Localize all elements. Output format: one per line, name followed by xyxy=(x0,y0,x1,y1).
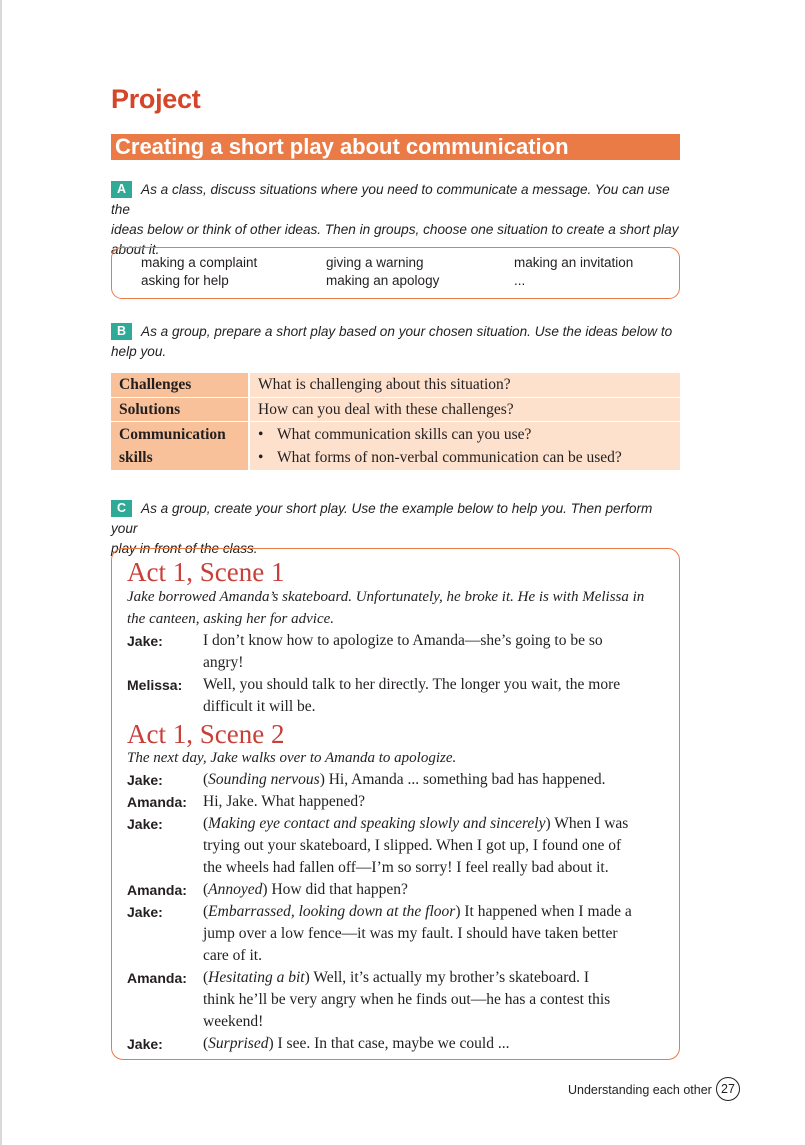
task-c-badge: C xyxy=(111,500,132,517)
page-edge xyxy=(0,0,2,1145)
stage-direction: the canteen, asking her for advice. xyxy=(127,611,335,627)
speaker-name: Melissa: xyxy=(127,677,183,693)
speaker-name: Jake: xyxy=(127,816,163,832)
table-row xyxy=(111,398,680,421)
dialogue-line: (Sounding nervous) Hi, Amanda ... something bad has happened. xyxy=(203,771,606,788)
task-b-badge: B xyxy=(111,323,132,340)
dialogue-line: care of it. xyxy=(203,947,262,964)
dialogue-line: weekend! xyxy=(203,1013,264,1030)
dialogue-line: Hi, Jake. What happened? xyxy=(203,793,365,810)
dialogue-line: (Embarrassed, looking down at the floor) It happened when I made a xyxy=(203,903,632,920)
task-c-line-2: play in front of the class. xyxy=(111,541,258,556)
banner-title: Creating a short play about communication xyxy=(115,134,569,159)
task-a-badge: A xyxy=(111,181,132,198)
dialogue-line: (Annoyed) How did that happen? xyxy=(203,881,408,898)
task-b xyxy=(111,322,681,362)
task-b-line-1: B As a group, prepare a short play based on your chosen situation. Use the ideas below to xyxy=(111,322,681,342)
row-heading: Challenges xyxy=(119,376,192,393)
row-heading: Solutions xyxy=(119,401,181,418)
idea-item: ... xyxy=(514,273,526,288)
page-number: 27 xyxy=(716,1077,740,1101)
task-c-line-1: C As a group, create your short play. Use the example below to help you. Then perform your xyxy=(111,501,653,536)
task-a-line-3: about it. xyxy=(111,242,160,257)
section-banner xyxy=(111,134,680,160)
dialogue-line: (Surprised) I see. In that case, maybe we could ... xyxy=(203,1035,510,1052)
idea-item: asking for help xyxy=(141,273,229,288)
idea-item: giving a warning xyxy=(326,255,424,270)
dialogue-line: Well, you should talk to her directly. The longer you wait, the more xyxy=(203,676,621,693)
play-script-box xyxy=(111,548,680,1060)
task-a-line-1: A As a class, discuss situations where you need to communicate a message. You can use the xyxy=(111,182,670,217)
idea-item: making a complaint xyxy=(141,255,258,270)
row-text: What is challenging about this situation? xyxy=(258,376,511,393)
dialogue-line: I don’t know how to apologize to Amanda—she’s going to be so xyxy=(203,632,603,649)
speaker-name: Jake: xyxy=(127,1036,163,1052)
speaker-name: Amanda: xyxy=(127,970,187,986)
stage-direction: The next day, Jake walks over to Amanda to apologize. xyxy=(127,750,457,766)
speaker-name: Jake: xyxy=(127,633,163,649)
scene-title: Act 1, Scene 2 xyxy=(127,719,285,749)
idea-item: making an invitation xyxy=(514,255,634,270)
row-heading: Communication xyxy=(119,426,226,443)
ideas-box xyxy=(111,247,680,299)
dialogue-line: angry! xyxy=(203,654,244,671)
task-a-line-2: ideas below or think of other ideas. Then in groups, choose one situation to create a short play xyxy=(111,222,679,237)
dialogue-line: think he’ll be very angry when he finds out—he has a contest this xyxy=(203,991,611,1008)
row-text: How can you deal with these challenges? xyxy=(258,401,514,418)
speaker-name: Jake: xyxy=(127,772,163,788)
project-title: Project xyxy=(111,84,201,114)
dialogue-line: jump over a low fence—it was my fault. I should have taken better xyxy=(203,925,618,942)
stage-direction: Jake borrowed Amanda’s skateboard. Unfortunately, he broke it. He is with Melissa in xyxy=(127,589,645,605)
task-b-line-2: help you. xyxy=(111,344,167,359)
row-heading: skills xyxy=(119,449,153,466)
bullet-item: • What communication skills can you use? xyxy=(258,426,532,443)
speaker-name: Amanda: xyxy=(127,794,187,810)
dialogue-line: (Hesitating a bit) Well, it’s actually my brother’s skateboard. I xyxy=(203,969,590,986)
dialogue-line: (Making eye contact and speaking slowly and sincerely) When I was xyxy=(203,815,629,832)
dialogue-line: the wheels had fallen off—I’m so sorry! I feel really bad about it. xyxy=(203,859,609,876)
bullet-item: • What forms of non-verbal communication can be used? xyxy=(258,449,622,466)
dialogue-line: trying out your skateboard, I slipped. When I got up, I found one of xyxy=(203,837,622,854)
dialogue-line: difficult it will be. xyxy=(203,698,316,715)
table-row xyxy=(111,373,680,397)
table-row xyxy=(111,422,680,470)
speaker-name: Amanda: xyxy=(127,882,187,898)
unit-title: Understanding each other xyxy=(568,1083,712,1097)
scene-title: Act 1, Scene 1 xyxy=(127,557,285,587)
speaker-name: Jake: xyxy=(127,904,163,920)
idea-item: making an apology xyxy=(326,273,440,288)
